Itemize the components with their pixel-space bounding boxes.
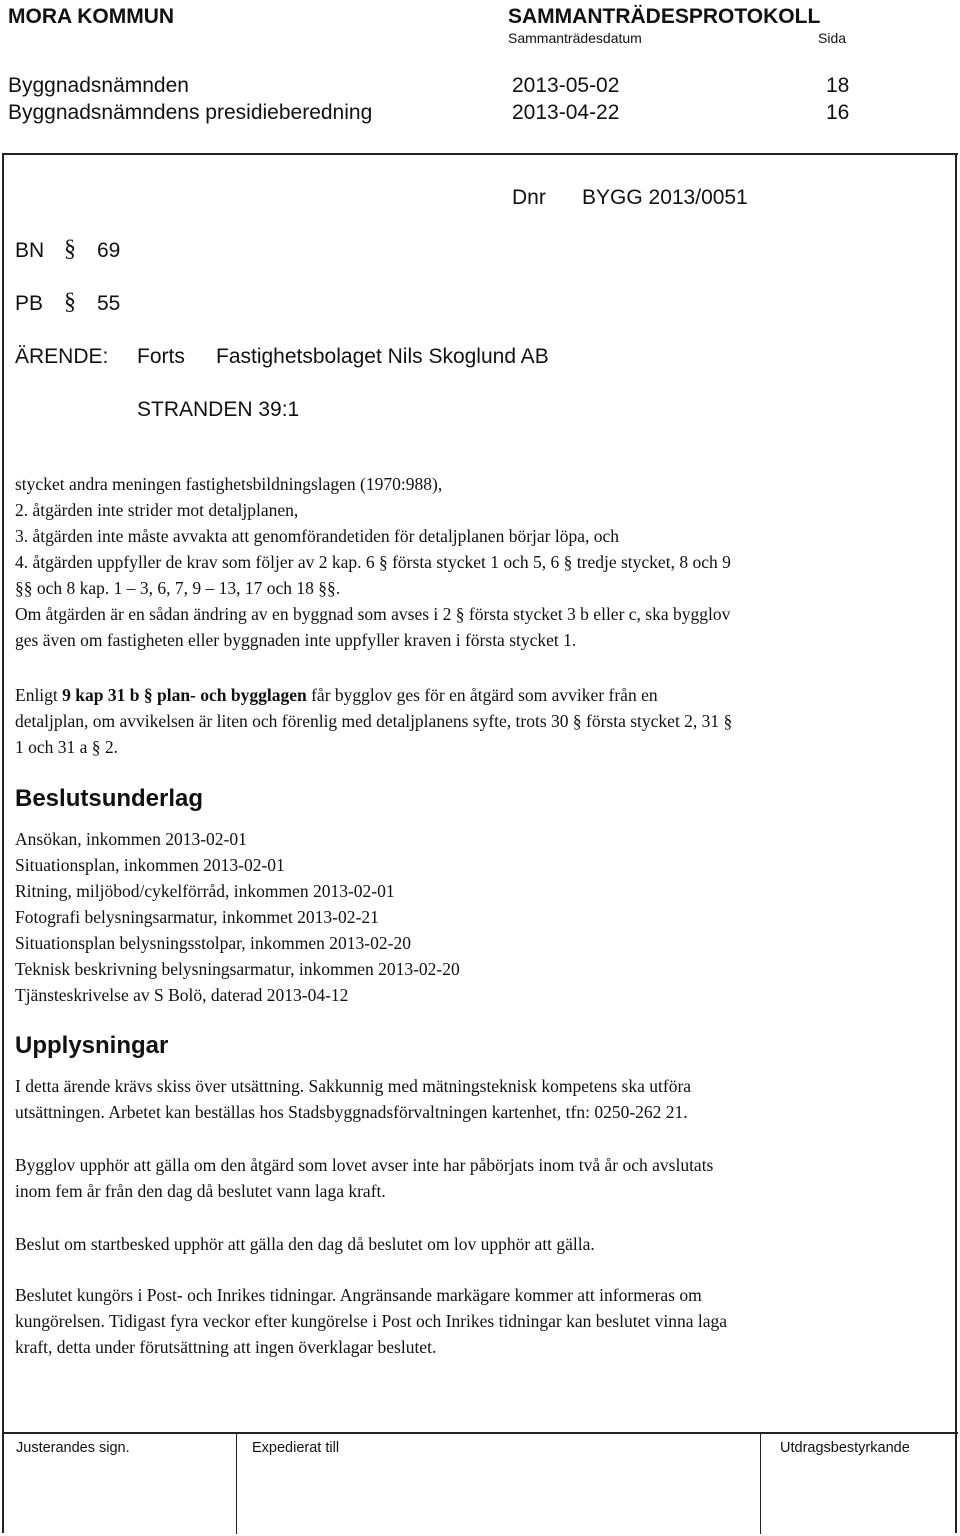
text-line: detaljplan, om avvikelsen är liten och förenlig med detaljplanens syfte, trots 30 § första stycket 2, 31 § xyxy=(15,711,733,731)
paragraph-sign-icon: § xyxy=(64,236,76,262)
list-item: Situationsplan, inkommen 2013-02-01 xyxy=(15,855,285,875)
text-line: inom fem år från den dag då beslutet vann laga kraft. xyxy=(15,1181,386,1201)
pb-label: PB xyxy=(15,292,44,315)
list-item: Teknisk beskrivning belysningsarmatur, inkommen 2013-02-20 xyxy=(15,959,460,979)
upplysningar-heading: Upplysningar xyxy=(15,1032,169,1059)
arende-prefix: Forts xyxy=(137,345,185,368)
text-line: Beslutet kungörs i Post- och Inrikes tidningar. Angränsande markägare kommer att informeras om xyxy=(15,1285,702,1305)
body-page: 16 xyxy=(826,101,850,124)
list-item: Ritning, miljöbod/cykelförråd, inkommen 2013-02-01 xyxy=(15,881,395,901)
frame-right-border xyxy=(955,153,957,1533)
dnr-label: Dnr xyxy=(512,186,546,209)
criteria-paragraph xyxy=(15,471,945,653)
text-line: I detta ärende krävs skiss över utsättning. Sakkunnig med mätningsteknisk kompetens ska utföra xyxy=(15,1076,692,1096)
text-line: 1 och 31 a § 2. xyxy=(15,737,119,757)
footer-column-divider xyxy=(760,1432,761,1534)
list-item: Ansökan, inkommen 2013-02-01 xyxy=(15,829,247,849)
arende-name: Fastighetsbolaget Nils Skoglund AB xyxy=(216,345,549,368)
meeting-date-label: Sammanträdesdatum xyxy=(508,30,642,46)
body-date: 2013-05-02 xyxy=(512,74,620,97)
enligt-intro: Enligt xyxy=(15,685,63,705)
list-item: Tjänsteskrivelse av S Bolö, daterad 2013-04-12 xyxy=(15,985,349,1005)
body-name: Byggnadsnämndens presidieberedning xyxy=(8,101,373,124)
utdragsbestyrkande-label: Utdragsbestyrkande xyxy=(780,1440,910,1456)
body-page: 18 xyxy=(826,74,850,97)
text-line: 2. åtgärden inte strider mot detaljplanen, xyxy=(15,500,299,520)
list-item: Situationsplan belysningsstolpar, inkommen 2013-02-20 xyxy=(15,933,411,953)
property-designation: STRANDEN 39:1 xyxy=(137,398,300,421)
text-line xyxy=(15,682,945,708)
startbesked-paragraph xyxy=(15,1231,945,1257)
upplysningar-paragraph xyxy=(15,1073,945,1125)
text-line: Beslut om startbesked upphör att gälla den dag då beslutet om lov upphör att gälla. xyxy=(15,1234,595,1254)
justerandes-sign-label: Justerandes sign. xyxy=(16,1440,130,1456)
paragraph-sign-icon: § xyxy=(64,289,76,315)
text-line: kungörelsen. Tidigast fyra veckor efter kungörelse i Post och Inrikes tidningar kan beslutet vinna laga xyxy=(15,1311,727,1331)
arende-label: ÄRENDE: xyxy=(15,345,109,368)
text-line: 4. åtgärden uppfyller de krav som följer av 2 kap. 6 § första stycket 1 och 5, 6 § tredje stycket, 8 och 9 xyxy=(15,552,731,572)
kungorelse-paragraph xyxy=(15,1282,945,1360)
law-reference: 9 kap 31 b § plan- och bygglagen xyxy=(62,685,307,705)
text-line: kraft, detta under förutsättning att ingen överklagar beslutet. xyxy=(15,1337,437,1357)
expedierat-till-label: Expedierat till xyxy=(252,1440,340,1456)
bn-number: 69 xyxy=(97,239,121,262)
body-name: Byggnadsnämnden xyxy=(8,74,189,97)
beslutsunderlag-heading: Beslutsunderlag xyxy=(15,785,204,812)
text-line: 3. åtgärden inte måste avvakta att genomförandetiden för detaljplanen börjar löpa, och xyxy=(15,526,619,546)
page-label: Sida xyxy=(818,30,847,46)
body-date: 2013-04-22 xyxy=(512,101,620,124)
frame-left-border xyxy=(2,153,4,1533)
text-line: utsättningen. Arbetet kan beställas hos Stadsbyggnadsförvaltningen kartenhet, tfn: 0250-262 21. xyxy=(15,1102,688,1122)
footer-top-border xyxy=(2,1432,958,1434)
enligt-paragraph xyxy=(15,682,945,760)
text-line: ges även om fastigheten eller byggnaden inte uppfyller kraven i första stycket 1. xyxy=(15,630,577,650)
bygglov-validity-paragraph xyxy=(15,1152,945,1204)
text-line: stycket andra meningen fastighetsbildningslagen (1970:988), xyxy=(15,474,443,494)
document-type: SAMMANTRÄDESPROTOKOLL xyxy=(508,5,821,28)
list-item: Fotografi belysningsarmatur, inkommet 2013-02-21 xyxy=(15,907,379,927)
bn-label: BN xyxy=(15,239,45,262)
beslutsunderlag-list xyxy=(15,826,460,1008)
organization-name: MORA KOMMUN xyxy=(8,5,175,28)
text-line: §§ och 8 kap. 1 – 3, 6, 7, 9 – 13, 17 och 18 §§. xyxy=(15,578,341,598)
text-line: Bygglov upphör att gälla om den åtgärd som lovet avser inte har påbörjats inom två år och avslutats xyxy=(15,1155,714,1175)
dnr-value: BYGG 2013/0051 xyxy=(582,186,748,209)
footer-column-divider xyxy=(236,1432,237,1534)
text-line: Om åtgärden är en sådan ändring av en byggnad som avses i 2 § första stycket 3 b eller c, ska bygglov xyxy=(15,604,731,624)
frame-top-border xyxy=(2,153,958,155)
enligt-rest: får bygglov ges för en åtgärd som avviker från en xyxy=(306,685,658,705)
pb-number: 55 xyxy=(97,292,121,315)
